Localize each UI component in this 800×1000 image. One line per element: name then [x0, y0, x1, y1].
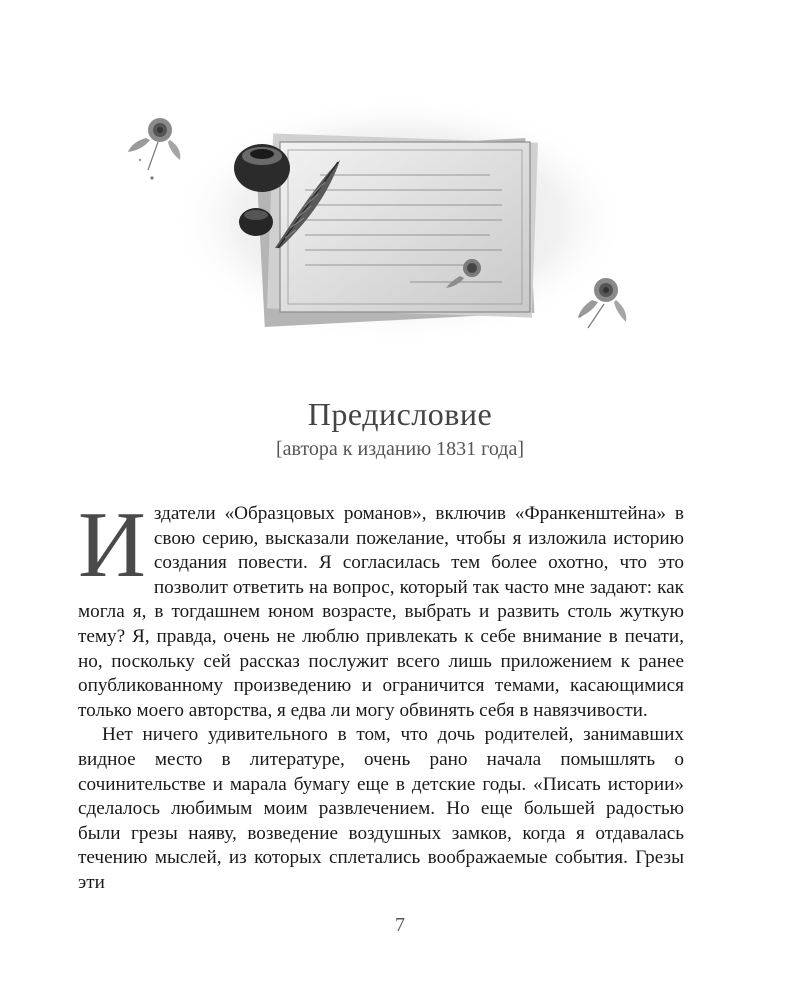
rose-icon: [128, 118, 180, 180]
header-illustration: [110, 90, 670, 390]
letters-icon: [256, 133, 538, 326]
drop-cap: И: [78, 493, 146, 597]
chapter-title: Предисловие: [307, 396, 493, 432]
page-number: 7: [395, 914, 405, 936]
body-text: [78, 493, 684, 896]
chapter-subtitle: [автора к изданию 1831 года]: [275, 438, 525, 460]
paragraph: [78, 493, 684, 723]
paragraph-text: здатели «Образцовых романов», включив «Франкенштейна» в свою серию, высказали пожелание, чтобы я изложила историю создания повести. Я согласилась тем более охотно, что это позволит ответить на вопрос, который так часто мне задают: как могла я, в тогдашнем юном возрасте, выбрать и развить столь жуткую тему? Я, правда, очень не люблю привлекать к себе внимание в печати, но, поскольку сей рассказ послужит всего лишь приложением к ранее опубликованному произведению и ограничится темами, касающимися только моего авторства, я едва ли могу обвинять себя в навязчивости.: [78, 503, 684, 721]
paragraph: Нет ничего удивительного в том, что дочь родителей, занимавших видное место в литературе, очень рано начала помышлять о сочинительстве и марала бумагу еще в детские годы. «Писать истории» сделалось любимым моим развлечением. Но еще большей радостью были грезы наяву, возведение воздушных замков, когда я отдавалась течению мыслей, из которых сплетались воображаемые события. Грезы эти: [78, 724, 684, 893]
